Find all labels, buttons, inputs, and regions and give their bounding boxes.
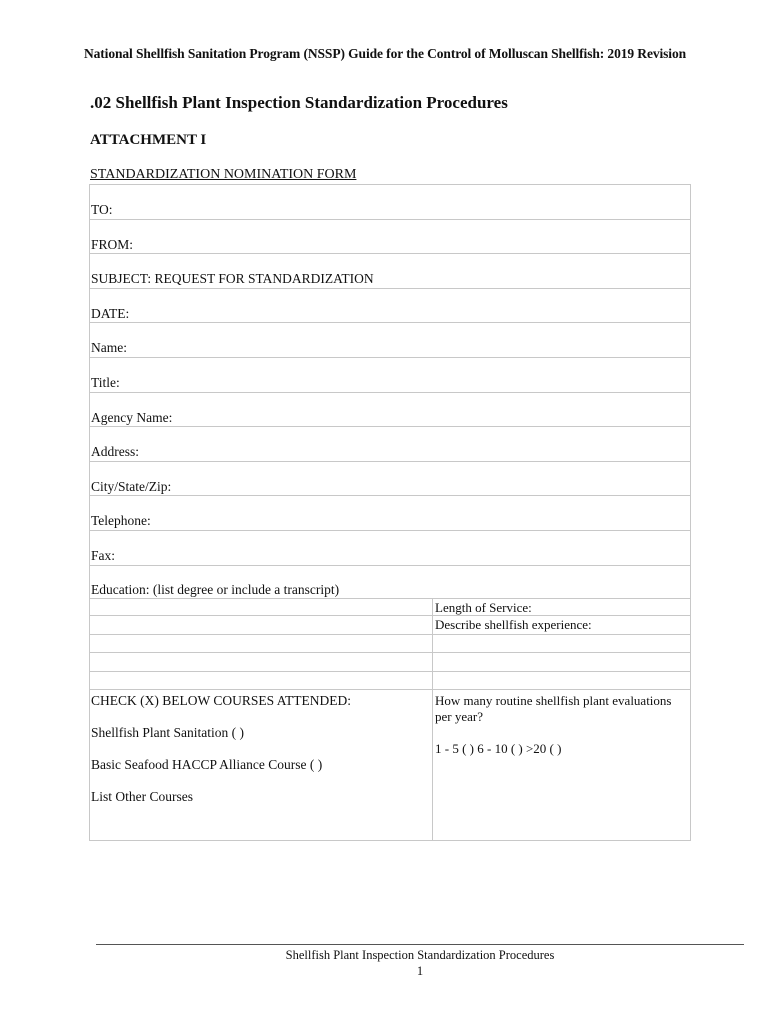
- evaluations-question: How many routine shellfish plant evaluations per year?: [435, 693, 672, 725]
- courses-cell[interactable]: [90, 690, 433, 840]
- education-cell-3[interactable]: [90, 635, 433, 653]
- service-row-1: [90, 598, 690, 617]
- shellfish-experience-label[interactable]: Describe shellfish experience:: [435, 617, 592, 633]
- length-of-service-label[interactable]: Length of Service:: [435, 599, 532, 615]
- courses-section: [90, 690, 690, 840]
- nomination-form: [89, 184, 691, 841]
- field-date[interactable]: DATE:: [90, 289, 690, 324]
- field-from[interactable]: FROM:: [90, 220, 690, 255]
- experience-cell-3[interactable]: [433, 672, 690, 690]
- field-telephone[interactable]: Telephone:: [90, 496, 690, 531]
- field-subject[interactable]: SUBJECT: REQUEST FOR STANDARDIZATION: [90, 254, 690, 289]
- attachment-label: ATTACHMENT I: [90, 132, 207, 148]
- document-header: National Shellfish Sanitation Program (NSSP) Guide for the Control of Molluscan Shellfish: 2019 Revision: [83, 46, 687, 61]
- field-to[interactable]: TO:: [90, 185, 690, 220]
- list-other-courses[interactable]: List Other Courses: [91, 789, 193, 805]
- field-education[interactable]: Education: (list degree or include a transcript): [91, 581, 340, 597]
- education-cell-2[interactable]: [90, 616, 433, 634]
- courses-heading: CHECK (X) BELOW COURSES ATTENDED:: [91, 693, 352, 709]
- education-cell-5[interactable]: [90, 672, 433, 690]
- course-haccp-alliance[interactable]: Basic Seafood HACCP Alliance Course ( ): [91, 757, 323, 773]
- service-row-2: [90, 616, 690, 635]
- education-cell-1[interactable]: [90, 599, 433, 616]
- field-address[interactable]: Address:: [90, 427, 690, 462]
- experience-cell-2[interactable]: [433, 653, 690, 671]
- evaluations-cell[interactable]: [433, 690, 690, 840]
- form-title: STANDARDIZATION NOMINATION FORM: [90, 167, 357, 182]
- field-title[interactable]: Title:: [90, 358, 690, 393]
- education-cell-4[interactable]: [90, 653, 433, 671]
- service-row-5: [90, 672, 690, 691]
- field-agency-name[interactable]: Agency Name:: [90, 393, 690, 428]
- footer-divider: [96, 944, 744, 945]
- service-row-4: [90, 653, 690, 672]
- field-name[interactable]: Name:: [90, 323, 690, 358]
- page-number: 1: [416, 964, 424, 978]
- course-shellfish-plant-sanitation[interactable]: Shellfish Plant Sanitation ( ): [91, 725, 244, 741]
- field-fax[interactable]: Fax:: [90, 531, 690, 566]
- field-city-state-zip[interactable]: City/State/Zip:: [90, 462, 690, 497]
- footer-title: Shellfish Plant Inspection Standardization Procedures: [285, 948, 555, 962]
- service-row-3: [90, 635, 690, 654]
- evaluations-options[interactable]: 1 - 5 ( ) 6 - 10 ( ) >20 ( ): [435, 741, 562, 757]
- section-title: .02 Shellfish Plant Inspection Standardization Procedures: [90, 93, 508, 112]
- experience-cell-1[interactable]: [433, 635, 690, 653]
